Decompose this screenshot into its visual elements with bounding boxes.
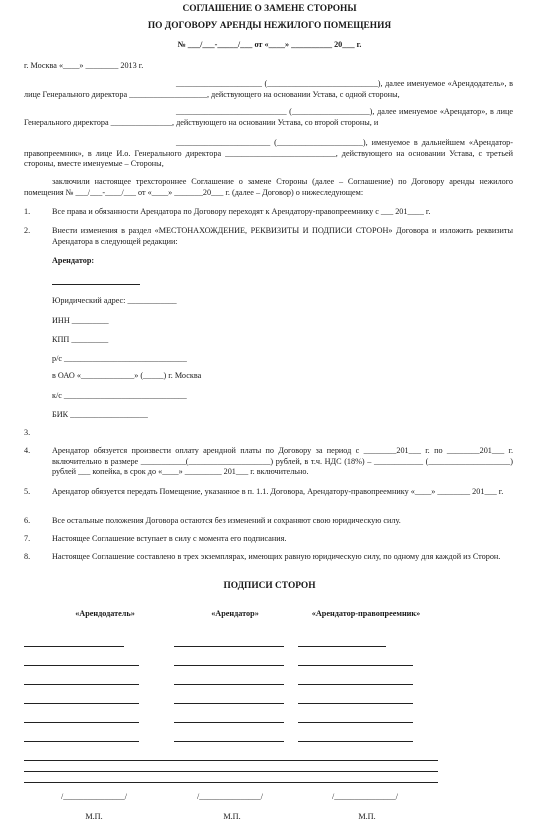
requisites-name-line xyxy=(52,284,140,285)
clause-1: Все права и обязанности Арендатора по Договору переходят к Арендатору-правопреемнику с ___ 201____ г. xyxy=(52,207,431,216)
clause-2: Внести изменения в раздел «МЕСТОНАХОЖДЕНИЕ, РЕКВИЗИТЫ И ПОДПИСИ СТОРОН» Договора и изложить реквизиты Арендатора в следующей редакции: xyxy=(52,226,513,246)
signature-slash-tenant: /_______________/ xyxy=(197,792,263,801)
clause-6-number: 6. xyxy=(24,516,31,525)
clause-2-number: 2. xyxy=(24,226,31,235)
signature-line-tenant-5 xyxy=(174,722,284,723)
signature-line-successor-2 xyxy=(298,665,413,666)
clause-5: Арендатор обязуется передать Помещение, указанное в п. 1.1. Договора, Арендатору-правопреемнику «____» ________ 201___ г. xyxy=(52,487,504,496)
clause-1-number: 1. xyxy=(24,207,31,216)
clause-5-number: 5. xyxy=(24,487,31,496)
intro-agreement: заключили настоящее трехстороннее Соглашение о замене Стороны (далее – Соглашение) по Договору аренды нежилого помещения № ___/___-____/___ от «____» _______20___ г. (далее – Договор) о нижеследующем: xyxy=(24,177,513,197)
signature-long-line-2 xyxy=(24,771,438,772)
signature-line-successor-5 xyxy=(298,722,413,723)
signature-long-line-3 xyxy=(24,782,438,783)
document-title: СОГЛАШЕНИЕ О ЗАМЕНЕ СТОРОНЫ xyxy=(182,4,357,14)
requisites-heading: Арендатор: xyxy=(52,256,95,265)
clause-4: Арендатор обязуется произвести оплату арендной платы по Договору за период с ________201___ г. по ________201___ г. включительно в размере ___________(____________________) рублей, в т.ч. НДС (18%) – ____________ (____________________) рублей ___ копейка, в срок до «____» _________ 201___ г. включительно. xyxy=(52,446,513,476)
intro-successor: _______________________ (_____________________), именуемое в дальнейшем «Арендатор-правопреемник», в лице И.о. Генерального директора ___________________________, действующего на основании Устава, с третьей стороны, вместе именуемые – Стороны, xyxy=(24,138,513,168)
clause-8-number: 8. xyxy=(24,552,31,561)
signature-line-successor-1 xyxy=(298,646,386,647)
requisites-bik: БИК ___________________ xyxy=(52,410,148,419)
clause-8: Настоящее Соглашение составлено в трех экземплярах, имеющих равную юридическую силу, по одному для каждой из Сторон. xyxy=(52,552,501,561)
requisites-inn: ИНН _________ xyxy=(52,316,109,325)
signature-line-landlord-3 xyxy=(24,684,139,685)
signature-line-landlord-5 xyxy=(24,722,139,723)
document-number-line: № ___/___-_____/___ от «____» __________ 20___ г. xyxy=(177,40,362,49)
signature-long-line-1 xyxy=(24,760,438,761)
signatures-heading: ПОДПИСИ СТОРОН xyxy=(223,581,316,591)
signature-party-successor: «Арендатор-правопреемник» xyxy=(311,609,421,618)
requisites-ks: к/с ______________________________ xyxy=(52,391,187,400)
stamp-successor: М.П. xyxy=(358,812,376,821)
signature-line-successor-3 xyxy=(298,684,413,685)
clause-7: Настоящее Соглашение вступает в силу с момента его подписания. xyxy=(52,534,287,543)
city-date: г. Москва «____» ________ 2013 г. xyxy=(24,61,144,70)
requisites-legal-address: Юридический адрес: ____________ xyxy=(52,296,177,305)
signature-party-tenant: «Арендатор» xyxy=(211,609,259,618)
signature-line-successor-4 xyxy=(298,703,413,704)
clause-7-number: 7. xyxy=(24,534,31,543)
signature-line-landlord-2 xyxy=(24,665,139,666)
signature-line-tenant-3 xyxy=(174,684,284,685)
intro-landlord: _____________________ (___________________________), далее именуемое «Арендодатель», в лице Генерального директора ___________________, действующего на основании Устава, с одной стороны, xyxy=(24,79,513,99)
signature-line-tenant-4 xyxy=(174,703,284,704)
requisites-kpp: КПП _________ xyxy=(52,335,109,344)
signature-line-landlord-6 xyxy=(24,741,139,742)
document-subtitle: ПО ДОГОВОРУ АРЕНДЫ НЕЖИЛОГО ПОМЕЩЕНИЯ xyxy=(147,21,392,31)
clause-3-number: 3. xyxy=(24,428,31,437)
signature-slash-successor: /_______________/ xyxy=(332,792,398,801)
intro-tenant: ___________________________ (___________________), далее именуемое «Арендатор», в лице Генерального директора _______________, действующего на основании Устава, со второй стороны, и xyxy=(24,107,513,127)
signature-line-landlord-1 xyxy=(24,646,124,647)
signature-line-tenant-1 xyxy=(174,646,284,647)
signature-line-successor-6 xyxy=(298,741,413,742)
requisites-bank: в ОАО «_____________» (_____) г. Москва xyxy=(52,371,202,380)
requisites-rs: р/с ______________________________ xyxy=(52,354,187,363)
signature-line-landlord-4 xyxy=(24,703,139,704)
stamp-tenant: М.П. xyxy=(223,812,241,821)
stamp-landlord: М.П. xyxy=(85,812,103,821)
signature-party-landlord: «Арендодатель» xyxy=(75,609,135,618)
signature-line-tenant-6 xyxy=(174,741,284,742)
signature-slash-landlord: /_______________/ xyxy=(61,792,127,801)
signature-line-tenant-2 xyxy=(174,665,284,666)
clause-4-number: 4. xyxy=(24,446,31,455)
clause-6: Все остальные положения Договора остаются без изменений и сохраняют свою юридическую силу. xyxy=(52,516,401,525)
